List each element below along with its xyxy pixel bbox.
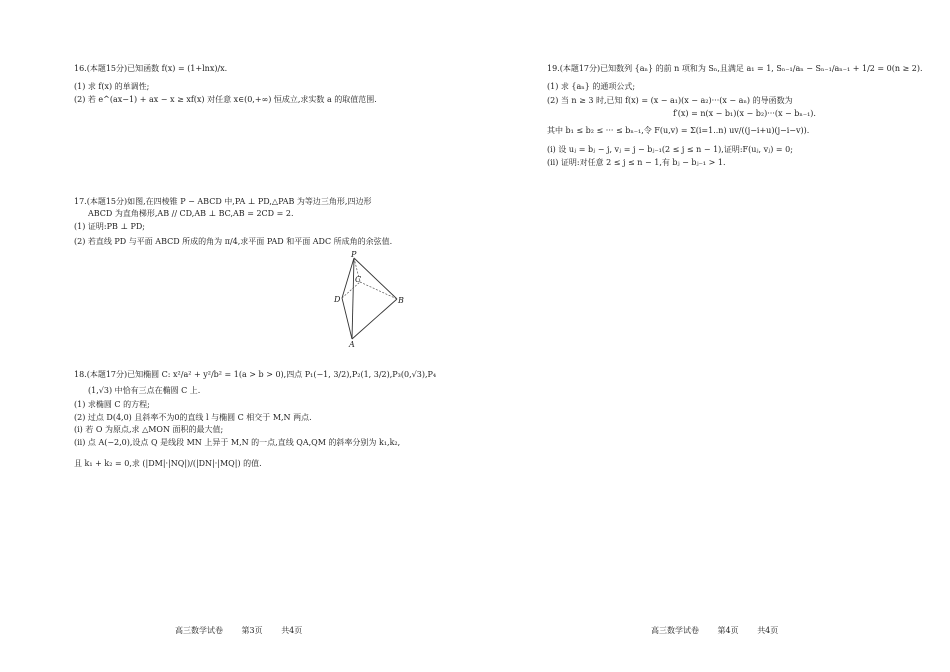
footer-page-number: 第3页 bbox=[241, 626, 263, 635]
problem-16-part-1: (1) 求 f(x) 的单调性; bbox=[74, 82, 150, 91]
edge-PD bbox=[342, 258, 354, 298]
edge-DA bbox=[342, 298, 352, 339]
footer-subject: 高三数学试卷 bbox=[175, 626, 223, 635]
edge-AB bbox=[352, 299, 397, 339]
label-C: C bbox=[355, 275, 362, 284]
label-P: P bbox=[351, 250, 357, 259]
left-page-footer bbox=[175, 626, 302, 636]
label-D: D bbox=[334, 295, 341, 304]
footer-page-number: 第4页 bbox=[717, 626, 739, 635]
label-B: B bbox=[398, 296, 404, 305]
problem-19-part-2-i: (i) 设 uⱼ = bⱼ − j, vⱼ = j − bⱼ₋₁(2 ≤ j ≤ n − 1),证明:F(uⱼ, vⱼ) = 0; bbox=[547, 145, 793, 154]
problem-18-part-2-ii: (ii) 点 A(−2,0),设点 Q 是线段 MN 上异于 M,N 的一点,直线 QA,QM 的斜率分别为 k₁,k₂, bbox=[74, 438, 401, 447]
edge-PA bbox=[352, 258, 354, 339]
problem-18-part-2-i: (i) 若 O 为原点,求 △MON 面积的最大值; bbox=[74, 425, 224, 434]
problem-17-stem-continued: ABCD 为直角梯形,AB // CD,AB ⊥ BC,AB = 2CD = 2. bbox=[88, 209, 294, 218]
problem-16-part-2: (2) 若 e^(ax−1) + ax − x ≥ xf(x) 对任意 x∈(0,+∞) 恒成立,求实数 a 的取值范围. bbox=[74, 95, 377, 104]
problem-18-part-2-ii-continued: 且 k₁ + k₂ = 0,求 (|DM|·|NQ|)/(|DN|·|MQ|) 的值. bbox=[74, 459, 262, 468]
footer-subject: 高三数学试卷 bbox=[651, 626, 699, 635]
problem-18-stem-continued: (1,√3) 中恰有三点在椭圆 C 上. bbox=[88, 386, 201, 395]
pyramid-figure bbox=[330, 250, 410, 349]
problem-19-derivative: f′(x) = n(x − b₁)(x − b₂)···(x − bₙ₋₁). bbox=[673, 109, 816, 118]
problem-19-stem: 19.(本题17分)已知数列 {aₙ} 的前 n 项和为 Sₙ,且满足 a₁ = 1, Sₙ₋₁/aₙ − Sₙ₋₁/aₙ₋₁ + 1/2 = 0(n ≥ 2). bbox=[547, 64, 923, 73]
problem-17-part-2: (2) 若直线 PD 与平面 ABCD 所成的角为 π/4,求平面 PAD 和平面 ADC 所成角的余弦值. bbox=[74, 237, 393, 246]
problem-17-part-1: (1) 证明:PB ⊥ PD; bbox=[74, 222, 145, 231]
problem-19-part-2-ii: (ii) 证明:对任意 2 ≤ j ≤ n − 1,有 bⱼ − bⱼ₋₁ > 1. bbox=[547, 158, 726, 167]
problem-19-part-2: (2) 当 n ≥ 3 时,已知 f(x) = (x − a₁)(x − a₂)···(x − aₙ) 的导函数为 bbox=[547, 96, 793, 105]
problem-18-part-1: (1) 求椭圆 C 的方程; bbox=[74, 400, 150, 409]
problem-17-stem: 17.(本题15分)如图,在四棱锥 P − ABCD 中,PA ⊥ PD,△PAB 为等边三角形,四边形 bbox=[74, 197, 372, 206]
problem-19-part-1: (1) 求 {aₙ} 的通项公式; bbox=[547, 82, 636, 91]
problem-18-part-2: (2) 过点 D(4,0) 且斜率不为0的直线 l 与椭圆 C 相交于 M,N 两点. bbox=[74, 413, 312, 422]
footer-total-pages: 共4页 bbox=[757, 626, 779, 635]
edge-CB-hidden bbox=[360, 282, 397, 299]
label-A: A bbox=[349, 340, 355, 349]
problem-16-stem: 16.(本题15分)已知函数 f(x) = (1+lnx)/x. bbox=[74, 64, 228, 73]
right-page-footer bbox=[651, 626, 778, 636]
footer-total-pages: 共4页 bbox=[281, 626, 303, 635]
problem-19-definition-F: 其中 b₁ ≤ b₂ ≤ ··· ≤ bₙ₋₁,令 F(u,v) = Σ(i=1..n) uv/((j−i+u)(j−i−v)). bbox=[547, 126, 810, 135]
problem-18-stem: 18.(本题17分)已知椭圆 C: x²/a² + y²/b² = 1(a > b > 0),四点 P₁(−1, 3/2),P₂(1, 3/2),P₃(0,√3),P₄ bbox=[74, 370, 437, 379]
